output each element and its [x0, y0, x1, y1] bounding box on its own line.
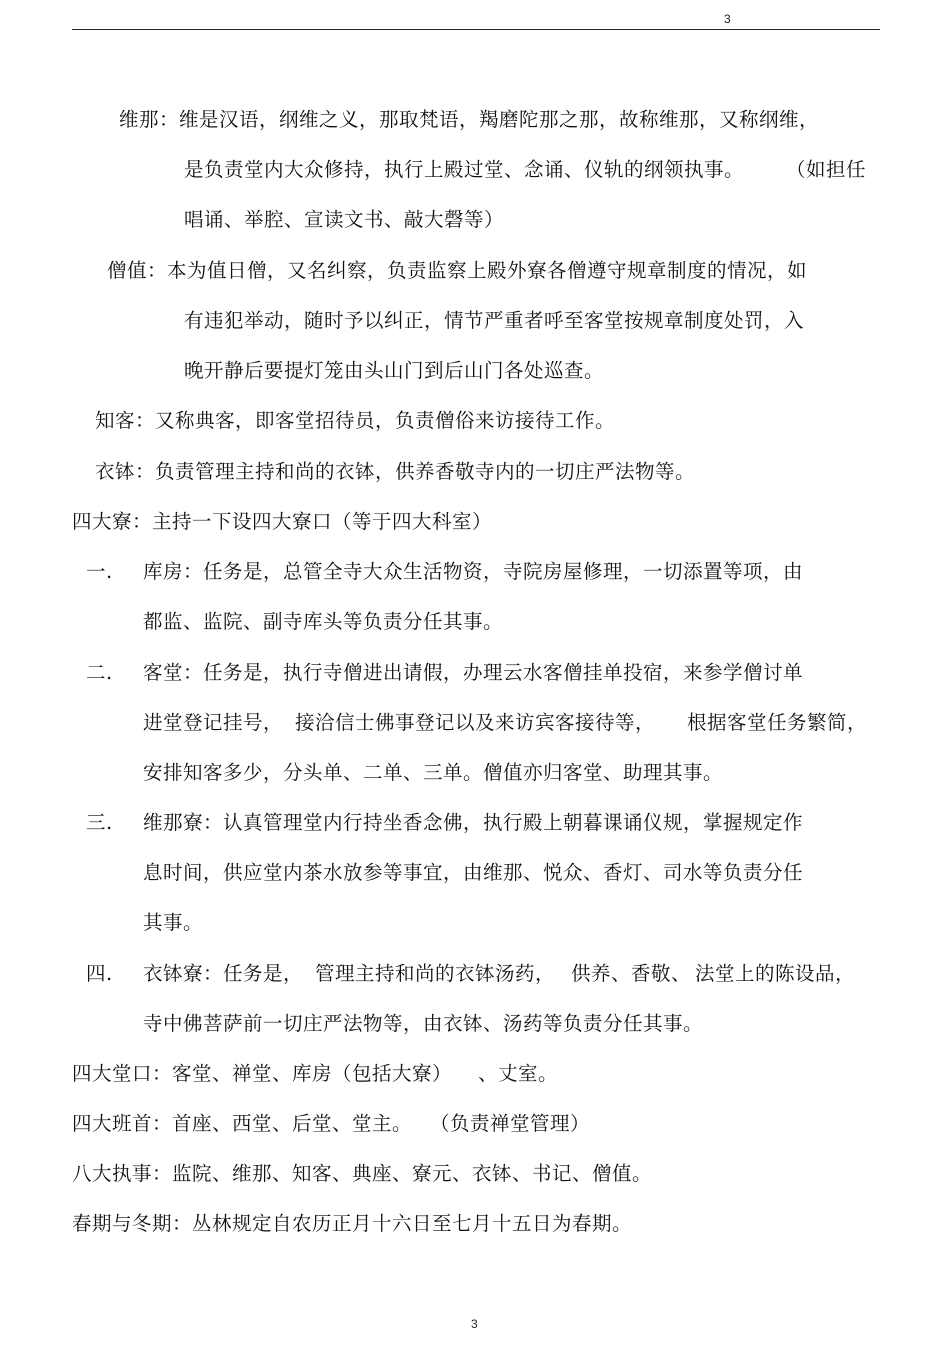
- list-item-weinaliao-line3: 其事。: [143, 911, 204, 934]
- weina-line2-note: （如担任: [786, 158, 867, 181]
- paragraph-weina-line1: 维那：维是汉语，纲维之义，那取梵语，羯磨陀那之那，故称维那，又称纲维，: [119, 108, 820, 131]
- paragraph-spring-winter: 春期与冬期：丛林规定自农历正月十六日至七月十五日为春期。: [72, 1212, 633, 1235]
- header-page-number: 3: [724, 12, 731, 26]
- paragraph-four-halls: [72, 1061, 558, 1087]
- list-item-weinaliao-line2: 息时间，供应堂内茶水放参等事宜，由维那、悦众、香灯、司水等负责分任: [143, 861, 804, 884]
- yiboliao-line1-part4: 法堂上的陈设品，: [695, 962, 856, 985]
- list-item-ketang-line1: 客堂：任务是，执行寺僧进出请假，办理云水客僧挂单投宿，来参学僧讨单: [143, 661, 804, 684]
- list-number-4: 四.: [86, 962, 113, 985]
- heading-four-departments: 四大寮：主持一下设四大寮口（等于四大科室）: [72, 510, 493, 533]
- paragraph-weina-line2: [184, 157, 866, 183]
- list-item-yiboliao-line1: [143, 961, 855, 987]
- header-rule: [72, 29, 880, 30]
- paragraph-four-heads: [72, 1111, 590, 1137]
- yiboliao-line1-part2: 管理主持和尚的衣钵汤药，: [315, 962, 556, 985]
- four-heads-part2: （负责禅堂管理）: [430, 1112, 591, 1135]
- list-number-1: 一.: [86, 560, 113, 583]
- list-item-yiboliao-line2: 寺中佛菩萨前一切庄严法物等，由衣钵、汤药等负责分任其事。: [143, 1012, 704, 1035]
- paragraph-zhike: 知客：又称典客，即客堂招待员，负责僧俗来访接待工作。: [95, 409, 616, 432]
- paragraph-eight-officers: 八大执事：监院、维那、知客、典座、寮元、衣钵、书记、僧值。: [72, 1162, 653, 1185]
- footer-page-number: 3: [471, 1317, 478, 1331]
- list-item-kufang-line2: 都监、监院、副寺库头等负责分任其事。: [143, 610, 504, 633]
- paragraph-sengzhi-line2: 有违犯举动，随时予以纠正，情节严重者呼至客堂按规章制度处罚，入: [184, 309, 805, 332]
- yiboliao-line1-part1: 衣钵寮：任务是，: [143, 962, 304, 985]
- list-item-kufang-line1: 库房：任务是，总管全寺大众生活物资，寺院房屋修理，一切添置等项，由: [143, 560, 804, 583]
- paragraph-sengzhi-line1: 僧值：本为值日僧，又名纠察，负责监察上殿外寮各僧遵守规章制度的情况，如: [107, 259, 808, 282]
- four-halls-part2: 、丈室。: [478, 1062, 559, 1085]
- ketang-line2-part3: 根据客堂任务繁简，: [687, 711, 868, 734]
- list-item-ketang-line3: 安排知客多少，分头单、二单、三单。僧值亦归客堂、助理其事。: [143, 761, 724, 784]
- list-number-2: 二.: [86, 661, 113, 684]
- yiboliao-line1-part3: 供养、香敬、: [571, 962, 692, 985]
- four-halls-part1: 四大堂口：客堂、禅堂、库房（包括大寮）: [72, 1062, 453, 1085]
- ketang-line2-part1: 进堂登记挂号，: [143, 711, 284, 734]
- list-number-3: 三.: [86, 811, 113, 834]
- list-item-weinaliao-line1: 维那寮：认真管理堂内行持坐香念佛，执行殿上朝暮课诵仪规，掌握规定作: [143, 811, 804, 834]
- paragraph-yibo: 衣钵：负责管理主持和尚的衣钵，供养香敬寺内的一切庄严法物等。: [95, 460, 696, 483]
- four-heads-part1: 四大班首：首座、西堂、后堂、堂主。: [72, 1112, 413, 1135]
- ketang-line2-part2: 接洽信士佛事登记以及来访宾客接待等，: [295, 711, 656, 734]
- paragraph-weina-line3: 唱诵、举腔、宣读文书、敲大磬等）: [184, 208, 505, 231]
- list-item-ketang-line2: [143, 710, 867, 736]
- weina-line2-text: 是负责堂内大众修持，执行上殿过堂、念诵、仪轨的纲领执事。: [184, 158, 745, 181]
- paragraph-sengzhi-line3: 晚开静后要提灯笼由头山门到后山门各处巡查。: [184, 359, 605, 382]
